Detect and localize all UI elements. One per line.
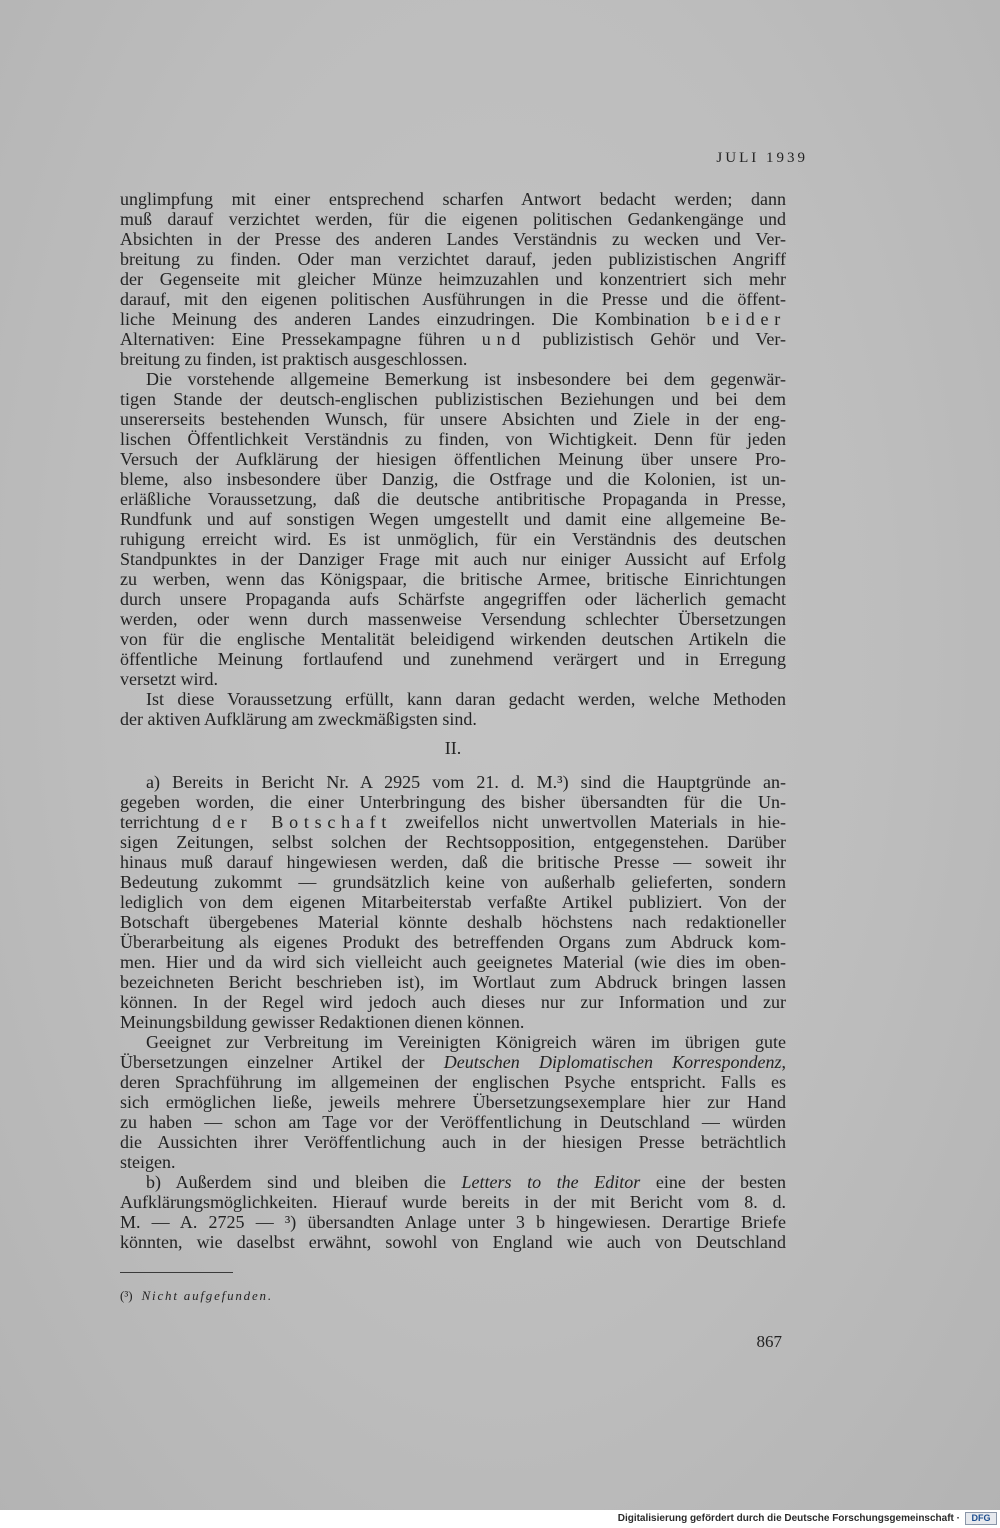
spaced-emphasis: und (481, 329, 526, 349)
text-line: ruhigung erreicht wird. Es ist unmöglich, für ein Verständnis des deutschen (120, 529, 786, 549)
text-segment: liche Meinung des anderen Landes einzudringen. Die Kombination (120, 309, 690, 329)
text-line: Die vorstehende allgemeine Bemerkung ist insbesondere bei dem gegenwär- (146, 369, 786, 389)
paragraph (120, 689, 786, 729)
footnote-divider (120, 1272, 233, 1273)
text-line: können. In der Regel wird jedoch auch dieses nur zur Information und zur (120, 992, 786, 1012)
text-line: versetzt wird. (120, 669, 218, 689)
italic-title: Deutschen Diplomatischen Korrespondenz (443, 1052, 782, 1072)
paragraph (120, 1032, 786, 1172)
text-line (120, 1172, 786, 1192)
text-line: breitung zu finden, ist praktisch ausgeschlossen. (120, 349, 468, 369)
digitization-credit: Digitalisierung gefördert durch die Deutsche Forschungsgemeinschaft · (617, 1513, 960, 1524)
paragraph (120, 369, 786, 689)
text-line: muß darauf verzichtet werden, für die eigenen politischen Gedankengänge und (120, 209, 786, 229)
text-line: a) Bereits in Bericht Nr. A 2925 vom 21. d. M.³) sind die Hauptgründe an- (146, 772, 786, 792)
paragraph (120, 772, 786, 1032)
text-line: zu haben — schon am Tage vor der Veröffentlichung in Deutschland — würden (120, 1112, 786, 1132)
text-line: durch unsere Propaganda aufs Schärfste angegriffen oder lächerlich gemacht (120, 589, 786, 609)
text-line: von für die englische Mentalität beleidigend wirkenden deutschen Artikeln die (120, 629, 786, 649)
text-block (120, 772, 786, 1252)
footnote (120, 1286, 273, 1306)
running-head: JULI 1939 (716, 150, 808, 166)
text-line: lediglich von dem eigenen Mitarbeiterstab verfaßte Artikel publiziert. Von der (120, 892, 786, 912)
text-line (120, 812, 786, 832)
text-line: Bedeutung zukommt — grundsätzlich keine von außerhalb gelieferten, sondern (120, 872, 786, 892)
text-line: M. — A. 2725 — ³) übersandten Anlage unter 3 b hingewiesen. Derartige Briefe (120, 1212, 786, 1232)
text-segment: zweifellos nicht unwertvollen Materials in hie- (405, 812, 786, 832)
text-segment: , (781, 1052, 786, 1072)
text-line: der Gegenseite mit gleicher Münze heimzuzahlen und konzentriert sich mehr (120, 269, 786, 289)
text-line: unglimpfung mit einer entsprechend scharfen Antwort bedacht werden; dann (120, 189, 786, 209)
page-number: 867 (756, 1332, 782, 1351)
text-segment: b) Außerdem sind und bleiben die (146, 1172, 446, 1192)
text-line: Meinungsbildung gewisser Redaktionen dienen können. (120, 1012, 525, 1032)
footnote-text: Nicht aufgefunden. (141, 1288, 273, 1303)
text-block (120, 189, 786, 729)
text-line: Standpunktes in der Danziger Frage mit auch nur einiger Aussicht auf Erfolg (120, 549, 786, 569)
paragraph (120, 1172, 786, 1252)
text-line: Absichten in der Presse des anderen Landes Verständnis zu wecken und Ver- (120, 229, 786, 249)
text-line (120, 309, 786, 329)
text-segment: Alternativen: Eine Pressekampagne führen (120, 329, 465, 349)
text-line: Versuch der Aufklärung der hiesigen öffentlichen Meinung über unsere Pro- (120, 449, 786, 469)
text-line: Ist diese Voraussetzung erfüllt, kann daran gedacht werden, welche Methoden (146, 689, 786, 709)
text-line: gegeben worden, die einer Unterbringung des bisher übersandten für die Un- (120, 792, 786, 812)
text-line: deren Sprachführung im allgemeinen der englischen Psyche entspricht. Falls es (120, 1072, 786, 1092)
text-line: die Aussichten ihrer Veröffentlichung auch in der hiesigen Presse beträchtlich (120, 1132, 786, 1152)
text-line: sich ermöglichen ließe, jeweils mehrere Übersetzungsexemplare hier zur Hand (120, 1092, 786, 1112)
dfg-logo-icon: DFG (965, 1512, 997, 1525)
section-heading: II. (444, 738, 462, 758)
text-line: lischen Öffentlichkeit Verständnis zu finden, von Wichtigkeit. Denn für jeden (120, 429, 786, 449)
paragraph (120, 189, 786, 369)
text-line: zu werben, wenn das Königspaar, die britische Armee, britische Einrichtungen (120, 569, 786, 589)
text-line: sigen Zeitungen, selbst solchen der Rechtsopposition, entgegenstehen. Darüber (120, 832, 786, 852)
italic-title: Letters to the Editor (461, 1172, 641, 1192)
text-line: erläßliche Voraussetzung, daß die deutsche antibritische Propaganda in Presse, (120, 489, 786, 509)
text-line: men. Hier und da wird sich vielleicht auch geeignetes Material (wie dies im oben- (120, 952, 786, 972)
text-line: Botschaft übergebenes Material könnte deshalb höchstens nach redaktioneller (120, 912, 786, 932)
text-segment: Übersetzungen einzelner Artikel der (120, 1052, 425, 1072)
text-line: unsererseits bestehenden Wunsch, für unsere Absichten und Ziele in der eng- (120, 409, 786, 429)
text-line: Überarbeitung als eigenes Produkt des betreffenden Organs zum Abdruck kom- (120, 932, 786, 952)
text-line: könnten, wie daselbst erwähnt, sowohl von England wie auch von Deutschland (120, 1232, 786, 1252)
text-line: steigen. (120, 1152, 176, 1172)
text-segment: eine der besten (655, 1172, 786, 1192)
text-line: hinaus muß darauf hingewiesen werden, daß die britische Presse — soweit ihr (120, 852, 786, 872)
text-segment: terrichtung (120, 812, 199, 832)
text-line: Aufklärungsmöglichkeiten. Hierauf wurde bereits in der mit Bericht vom 8. d. (120, 1192, 786, 1212)
text-line: werden, oder wenn durch massenweise Versendung schlechter Übersetzungen (120, 609, 786, 629)
text-line: bezeichneten Bericht beschrieben ist), im Wortlaut zum Abdruck bringen lassen (120, 972, 786, 992)
digitization-footer (0, 1510, 1000, 1528)
text-line (120, 1052, 786, 1072)
text-segment: publizistisch Gehör und Ver- (542, 329, 786, 349)
text-line: bleme, also insbesondere über Danzig, die Ostfrage und die Kolonien, ist un- (120, 469, 786, 489)
text-line: Geeignet zur Verbreitung im Vereinigten Königreich wären im übrigen gute (146, 1032, 786, 1052)
text-line: darauf, mit den eigenen politischen Ausführungen in die Presse und die öffent- (120, 289, 786, 309)
spaced-emphasis: beider (706, 309, 786, 329)
text-line: öffentliche Meinung fortlaufend und zunehmend verärgert und in Erregung (120, 649, 786, 669)
text-line: Rundfunk und auf sonstigen Wegen umgestellt und damit eine allgemeine Be- (120, 509, 786, 529)
text-line: der aktiven Aufklärung am zweckmäßigsten sind. (120, 709, 477, 729)
spaced-emphasis: der Botschaft (212, 812, 393, 832)
text-line: tigen Stande der deutsch-englischen publizistischen Beziehungen und bei dem (120, 389, 786, 409)
text-line (120, 329, 786, 349)
footnote-marker: (³) (120, 1288, 133, 1303)
text-line: breitung zu finden. Oder man verzichtet darauf, jeden publizistischen Angriff (120, 249, 786, 269)
